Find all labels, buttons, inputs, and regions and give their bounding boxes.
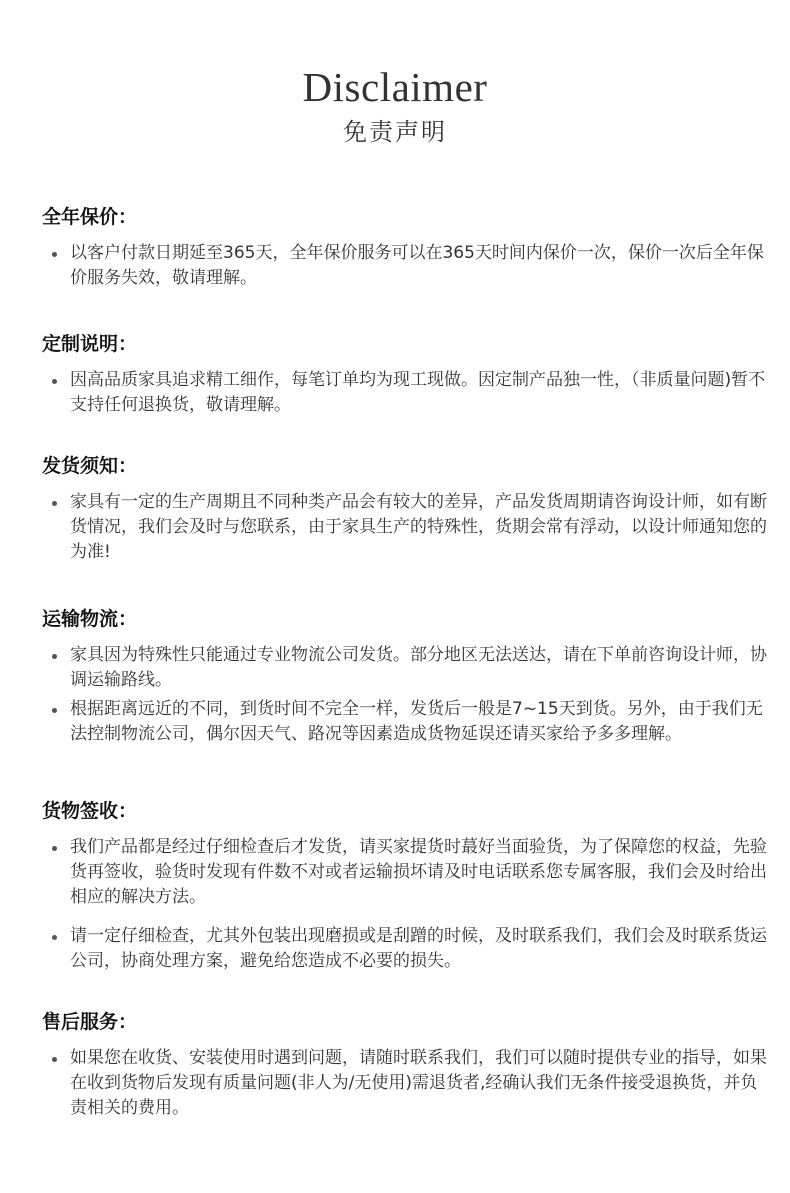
list-item-text: 我们产品都是经过仔细检查后才发货，请买家提货时蕞好当面验货，为了保障您的权益，先验货再签收，验货时发现有件数不对或者运输损坏请及时电话联系您专属客服，我们会及时给出相应的解决方法。 (70, 837, 767, 907)
list-item-text: 根据距离远近的不同，到货时间不完全一样，发货后一般是7~15天到货。另外，由于我们无法控制物流公司，偶尔因天气、路况等因素造成货物延误还请买家给予多多理解。 (70, 699, 763, 744)
list-item-text: 请一定仔细检查，尤其外包装出现磨损或是刮蹭的时候，及时联系我们，我们会及时联系货运公司，协商处理方案，避免给您造成不必要的损失。 (70, 926, 767, 971)
section-shipping-notice (42, 452, 772, 565)
bullet-dot-icon (52, 654, 57, 659)
list-item-text: 家具有一定的生产周期且不同种类产品会有较大的差异，产品发货周期请咨询设计师，如有断货情况，我们会及时与您联系，由于家具生产的特殊性，货期会常有浮动，以设计师通知您的为准! (70, 492, 767, 562)
bullet-list (42, 368, 772, 418)
section-heading: 运输物流： (42, 608, 138, 630)
list-item-text: 以客户付款日期延至365天，全年保价服务可以在365天时间内保价一次，保价一次后全年保价服务失效，敬请理解。 (70, 243, 764, 288)
bullet-dot-icon (52, 708, 57, 713)
section-receipt (42, 797, 772, 974)
section-heading: 发货须知： (42, 455, 138, 477)
bullet-dot-icon (52, 379, 57, 384)
section-heading: 全年保价： (42, 206, 138, 228)
bullet-dot-icon (52, 935, 57, 940)
section-heading: 定制说明： (42, 333, 138, 355)
section-logistics (42, 605, 772, 747)
section-heading: 售后服务： (42, 1011, 138, 1033)
bullet-dot-icon (52, 1057, 57, 1062)
list-item (42, 241, 772, 291)
bullet-dot-icon (52, 501, 57, 506)
list-item-text: 因高品质家具追求精工细作，每笔订单均为现工现做。因定制产品独一性，（非质量问题)暂不支持任何退换货，敬请理解。 (70, 370, 766, 415)
bullet-list (42, 643, 772, 747)
title-chinese: 免责声明 (343, 118, 447, 146)
bullet-list (42, 835, 772, 974)
bullet-list (42, 490, 772, 565)
bullet-list (42, 241, 772, 291)
list-item-text: 如果您在收货、安装使用时遇到问题，请随时联系我们，我们可以随时提供专业的指导，如果在收到货物后发现有质量问题(非人为/无使用)需退货者,经确认我们无条件接受退换货，并负责相关的费用。 (70, 1048, 767, 1118)
list-item-text: 家具因为特殊性只能通过专业物流公司发货。部分地区无法送达，请在下单前咨询设计师，协调运输路线。 (70, 645, 767, 690)
list-item (42, 924, 772, 974)
section-after-sales (42, 1008, 772, 1121)
list-item (42, 643, 772, 693)
title-english: Disclaimer (302, 64, 488, 110)
bullet-dot-icon (52, 846, 57, 851)
list-item (42, 490, 772, 565)
section-customization (42, 330, 772, 418)
page-header (0, 62, 790, 148)
list-item (42, 697, 772, 747)
list-item (42, 368, 772, 418)
bullet-dot-icon (52, 252, 57, 257)
list-item (42, 1046, 772, 1121)
bullet-list (42, 1046, 772, 1121)
section-price-protection (42, 203, 772, 291)
section-heading: 货物签收： (42, 800, 138, 822)
list-item (42, 835, 772, 910)
